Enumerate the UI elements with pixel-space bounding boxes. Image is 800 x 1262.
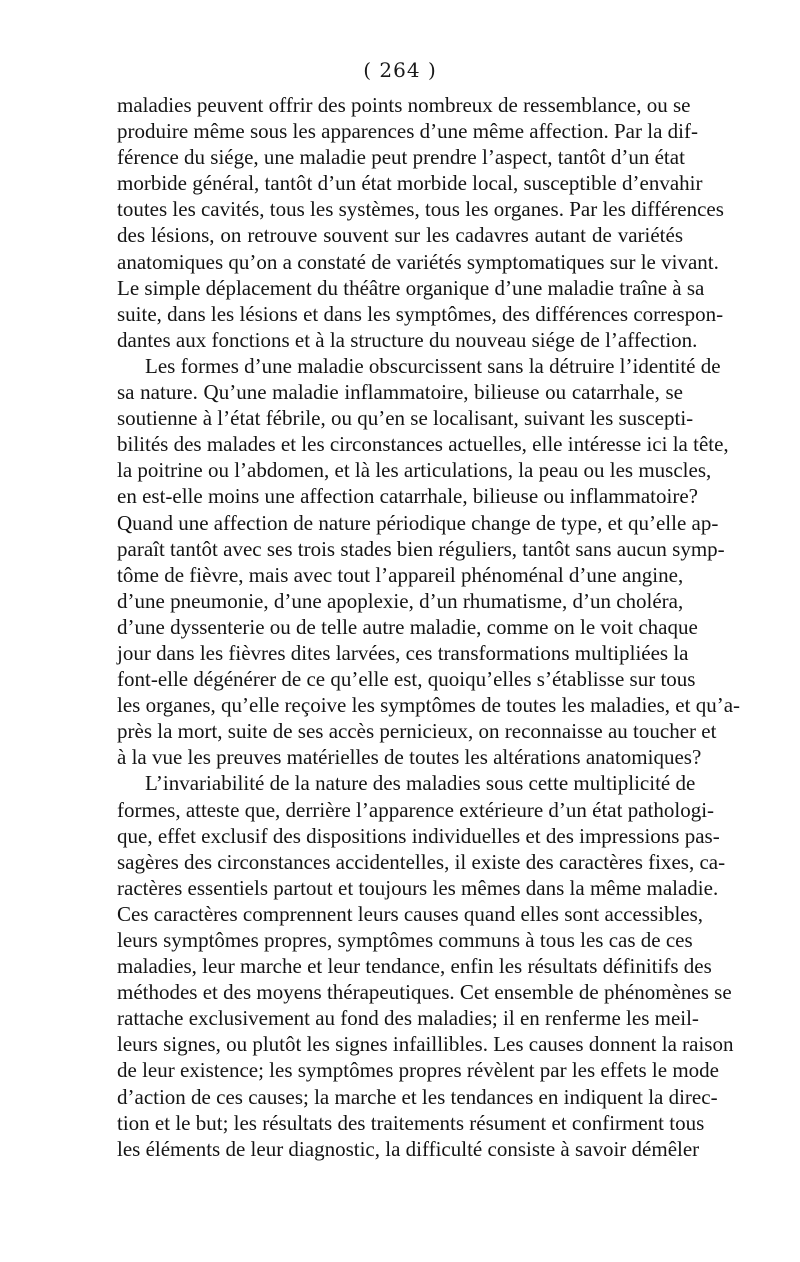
text-line: sa nature. Qu’une maladie inflammatoire, bilieuse ou catarrhale, se [117,380,683,405]
text-line: des lésions, on retrouve souvent sur les cadavres autant de variétés [117,223,683,248]
text-line: sagères des circonstances accidentelles, il existe des caractères fixes, ca- [117,849,726,874]
text-line: ractères essentiels partout et toujours les mêmes dans la même maladie. [117,875,719,900]
text-line: les éléments de leur diagnostic, la difficulté consiste à savoir démêler [117,1136,700,1161]
text-line: férence du siége, une maladie peut prendre l’aspect, tantôt d’un état [117,145,685,170]
text-line: que, effet exclusif des dispositions individuelles et des impressions pas- [117,823,720,848]
text-line: maladies peuvent offrir des points nombreux de ressemblance, ou se [117,93,691,117]
text-line: L’invariabilité de la nature des maladies sous cette multiplicité de [145,771,696,796]
text-line: méthodes et des moyens thérapeutiques. Cet ensemble de phénomènes se [117,980,732,1005]
text-line: en est-elle moins une affection catarrhale, bilieuse ou inflammatoire? [117,484,698,509]
text-line: la poitrine ou l’abdomen, et là les articulations, la peau ou les muscles, [117,458,712,483]
text-line: leurs signes, ou plutôt les signes infaillibles. Les causes donnent la raison [117,1032,734,1057]
text-line: à la vue les preuves matérielles de toutes les altérations anatomiques? [117,745,702,770]
text-line: tion et le but; les résultats des traitements résument et confirment tous [117,1110,705,1135]
text-line: paraît tantôt avec ses trois stades bien réguliers, tantôt sans aucun symp- [117,536,725,561]
text-line: les organes, qu’elle reçoive les symptômes de toutes les maladies, et qu’a- [117,693,741,718]
text-line: bilités des malades et les circonstances actuelles, elle intéresse ici la tête, [117,432,729,457]
text-line: anatomiques qu’on a constaté de variétés symptomatiques sur le vivant. [117,249,719,274]
body-text [117,92,741,1162]
text-line: dantes aux fonctions et à la structure du nouveau siége de l’affection. [117,327,698,352]
text-line: soutienne à l’état fébrile, ou qu’en se localisant, suivant les suscepti- [117,406,694,431]
text-line: rattache exclusivement au fond des maladies; il en renferme les meil- [117,1006,699,1031]
text-line: d’une dyssenterie ou de telle autre maladie, comme on le voit chaque [117,614,698,639]
text-line: font-elle dégénérer de ce qu’elle est, quoiqu’elles s’établisse sur tous [117,667,696,692]
text-line: près la mort, suite de ses accès pernicieux, on reconnaisse au toucher et [117,719,717,744]
text-line: de leur existence; les symptômes propres révèlent par les effets le mode [117,1058,719,1083]
text-line: suite, dans les lésions et dans les symptômes, des différences correspon- [117,301,724,326]
text-line: Quand une affection de nature périodique change de type, et qu’elle ap- [117,510,719,535]
text-line: toutes les cavités, tous les systèmes, tous les organes. Par les différences [117,197,724,222]
text-line: leurs symptômes propres, symptômes communs à tous les cas de ces [117,928,693,952]
text-line: tôme de fièvre, mais avec tout l’appareil phénoménal d’une angine, [117,562,684,587]
text-line: Le simple déplacement du théâtre organique d’une maladie traîne à sa [117,275,705,300]
text-line: Les formes d’une maladie obscurcissent sans la détruire l’identité de [145,353,721,378]
text-line: morbide général, tantôt d’un état morbide local, susceptible d’envahir [117,171,703,196]
text-line: Ces caractères comprennent leurs causes quand elles sont accessibles, [117,901,704,926]
text-line: jour dans les fièvres dites larvées, ces transformations multipliées la [117,640,689,665]
text-line: d’action de ces causes; la marche et les tendances en indiquent la direc- [117,1084,718,1109]
page-number: ( 264 ) [363,58,437,82]
text-line: maladies, leur marche et leur tendance, enfin les résultats définitifs des [117,954,712,979]
text-line: d’une pneumonie, d’une apoplexie, d’un rhumatisme, d’un choléra, [117,588,684,613]
text-line: produire même sous les apparences d’une même affection. Par la dif- [117,119,698,144]
text-line: formes, atteste que, derrière l’apparence extérieure d’un état pathologi- [117,797,715,822]
